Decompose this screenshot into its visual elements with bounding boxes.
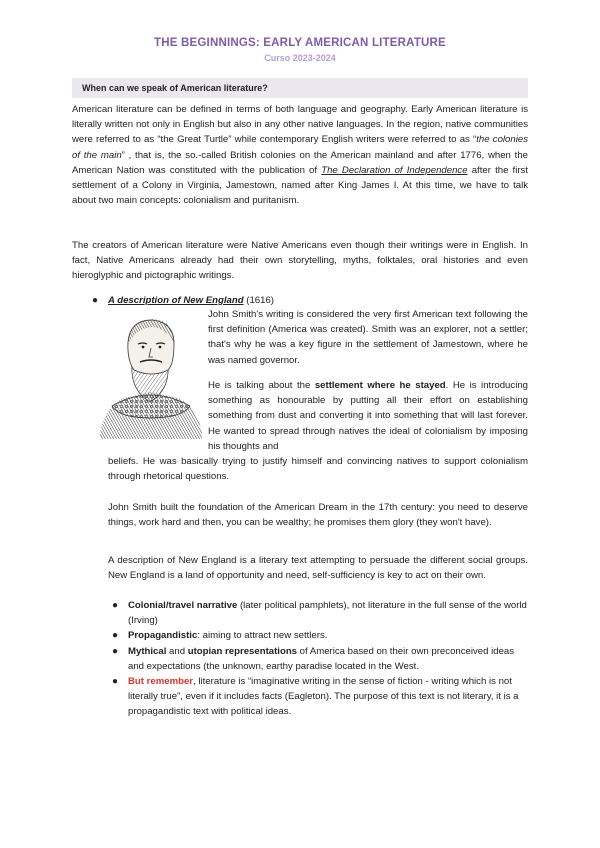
- features-list: [108, 598, 528, 720]
- smith-para2-rest: . He is introducing something as honourable by putting all their effort on establishing something from dust and converting it into something that will last forever. He wanted to spread through natives the ideal of colonialism by imposing his thoughts and: [208, 380, 528, 452]
- intro-part3: after the first settlement of a Colony in Virginia, Jamestown, named after King James I. At this time, we have to talk about two main concepts: colonialism and puritanism.: [72, 164, 529, 207]
- intro-part2: ” , that is, the so.-called British colonies on the American mainland and after 1776, when the American Nation was constituted with the publication of: [72, 149, 528, 176]
- smith-paragraph-2: [208, 378, 528, 454]
- creators-paragraph: The creators of American literature were Native Americans even though their writings were in English. In fact, Native Americans already had their own storytelling, myths, folktales, oral histories and even hieroglyphic and pictographic writings.: [72, 240, 528, 282]
- feature-bold: Colonial/travel narrative: [128, 600, 238, 611]
- bullet-icon: ●: [112, 645, 119, 657]
- feature-warning: But remember: [128, 676, 194, 688]
- john-smith-portrait: [94, 314, 206, 439]
- feature-text: (later political pamphlets), not literature in the full sense of the world (Irving): [128, 600, 527, 627]
- list-item: [108, 674, 528, 720]
- smith-work-year: (1616): [243, 295, 274, 306]
- feature-bold: Propagandistic: [128, 630, 198, 642]
- bullet-icon: ●: [112, 630, 119, 642]
- list-item: [108, 628, 528, 643]
- description-paragraph: A description of New England is a literary text attempting to persuade the different social groups. New England is a land of opportunity and need, self-sufficiency is key to act on their own.: [108, 555, 528, 582]
- feature-text: of America based on their own preconceived ideas and expectations (the unknown, earthy paradise located in the West.: [128, 645, 515, 672]
- feature-connector: and: [166, 645, 188, 657]
- smith-work-title: A description of New England: [108, 295, 244, 306]
- feature-text: : aiming to attract new settlers.: [197, 630, 328, 642]
- section-question-box: [72, 78, 528, 98]
- intro-paragraph: [72, 102, 528, 208]
- smith-para2-start: He is talking about the: [208, 380, 315, 391]
- bullet-icon: ●: [112, 600, 119, 611]
- feature-bold: Mythical: [128, 645, 167, 657]
- list-item: [108, 644, 528, 674]
- page-title: THE BEGINNINGS: EARLY AMERICAN LITERATURE: [154, 37, 446, 49]
- list-item: [108, 598, 528, 628]
- declaration-title: The Declaration of Independence: [321, 164, 468, 176]
- feature-text: , literature is “imaginative writing in the sense of fiction - writing which is not literally true”, even if it includes facts (Eagleton). The purpose of this text is not literary, it is a propagandistic text with political ideas.: [128, 676, 519, 718]
- intro-part1: American literature can be defined in terms of both language and geography. Early American literature is literally written not only in English but also in any other native languages. In the region, native communities were referred to as “the Great Turtle” while contemporary English writers were referred to as “: [72, 104, 528, 146]
- smith-bullet-heading: [92, 294, 274, 308]
- bullet-icon: ●: [92, 295, 99, 306]
- feature-bold-2: utopian representations: [187, 645, 298, 657]
- section-question: When can we speak of American literature?: [82, 83, 268, 93]
- smith-paragraph-1: John Smith's writing is considered the very first American text following the first definition (America was created). Smith was an explorer, not a settler; that's why he was a key figure in the settlement of Jamestown, where he was named governor.: [208, 309, 528, 366]
- american-dream-paragraph: John Smith built the foundation of the American Dream in the 17th century: you need to deserve things, work hard and then, you can be wealthy; he promises them glory (they won't have).: [108, 502, 528, 529]
- colonies-phrase: the colonies of the main: [72, 134, 528, 161]
- page-subtitle: Curso 2023-2024: [264, 53, 336, 63]
- smith-paragraph-2-continued: beliefs. He was basically trying to justify himself and convincing natives to support colonialism through rhetorical questions.: [108, 456, 528, 483]
- bullet-icon: ●: [112, 676, 119, 688]
- smith-settlement-phrase: settlement where he stayed: [314, 380, 446, 391]
